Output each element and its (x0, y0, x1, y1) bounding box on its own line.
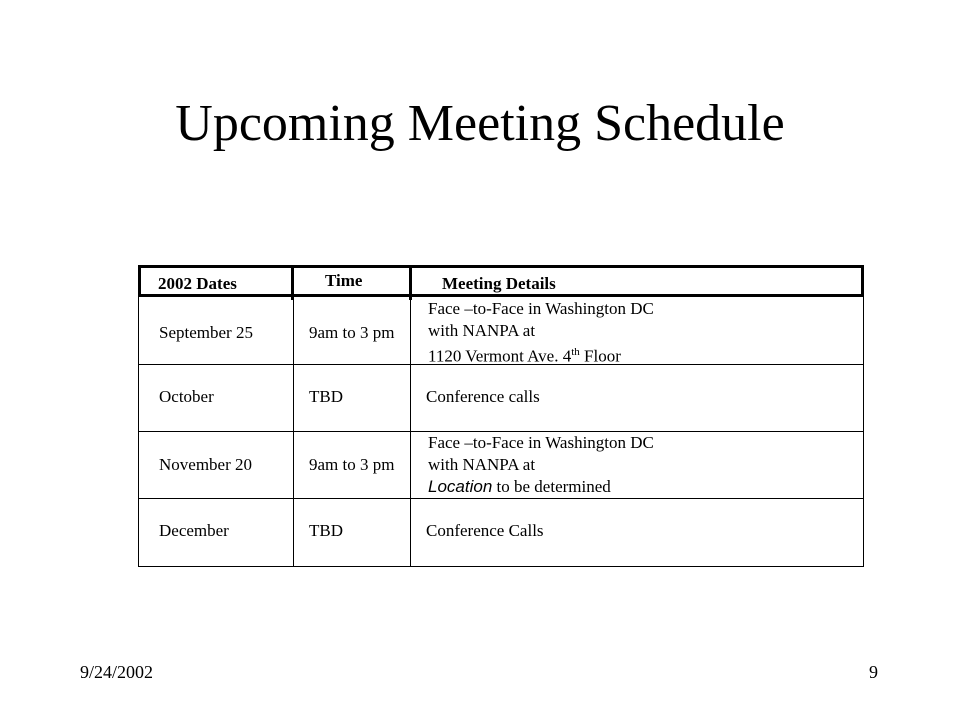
table-header-row (138, 265, 864, 297)
slide-title: Upcoming Meeting Schedule (175, 95, 785, 152)
footer-date: 9/24/2002 (80, 662, 154, 682)
header-divider (291, 268, 294, 300)
column-divider (410, 499, 411, 566)
row-details-line: Face –to-Face in Washington DC (428, 433, 654, 452)
column-divider (410, 432, 411, 498)
row-details-line: Conference Calls (426, 521, 544, 540)
column-divider (293, 297, 294, 364)
header-meeting-details: Meeting Details (442, 274, 556, 293)
row-date: September 25 (159, 323, 253, 342)
meeting-schedule-table (138, 265, 864, 567)
header-dates: 2002 Dates (158, 274, 237, 293)
table-row (138, 365, 864, 432)
row-date: October (159, 387, 214, 406)
row-details-line: with NANPA at (428, 455, 536, 474)
row-time: TBD (309, 521, 343, 540)
column-divider (293, 499, 294, 566)
row-details-line: Face –to-Face in Washington DC (428, 299, 654, 318)
table-row (138, 297, 864, 365)
row-details-line: Conference calls (426, 387, 540, 406)
column-divider (293, 432, 294, 498)
location-word: Location (428, 477, 493, 496)
table-row (138, 432, 864, 499)
address-text: 1120 Vermont Ave. 4 (428, 346, 572, 366)
row-date: November 20 (159, 455, 253, 474)
row-details-line (428, 343, 621, 366)
row-date: December (159, 521, 229, 540)
slide-number: 9 (869, 662, 878, 682)
floor-text: Floor (579, 346, 621, 366)
header-time: Time (325, 271, 363, 290)
row-details-line: with NANPA at (428, 321, 536, 340)
column-divider (410, 297, 411, 364)
row-time: 9am to 3 pm (309, 323, 395, 342)
location-rest: to be determined (492, 477, 611, 496)
row-time: TBD (309, 387, 343, 406)
column-divider (293, 365, 294, 431)
row-time: 9am to 3 pm (309, 455, 395, 474)
ordinal-suffix: th (571, 346, 580, 358)
column-divider (410, 365, 411, 431)
row-details-line (428, 477, 611, 496)
table-row (138, 499, 864, 567)
header-divider (409, 268, 412, 300)
